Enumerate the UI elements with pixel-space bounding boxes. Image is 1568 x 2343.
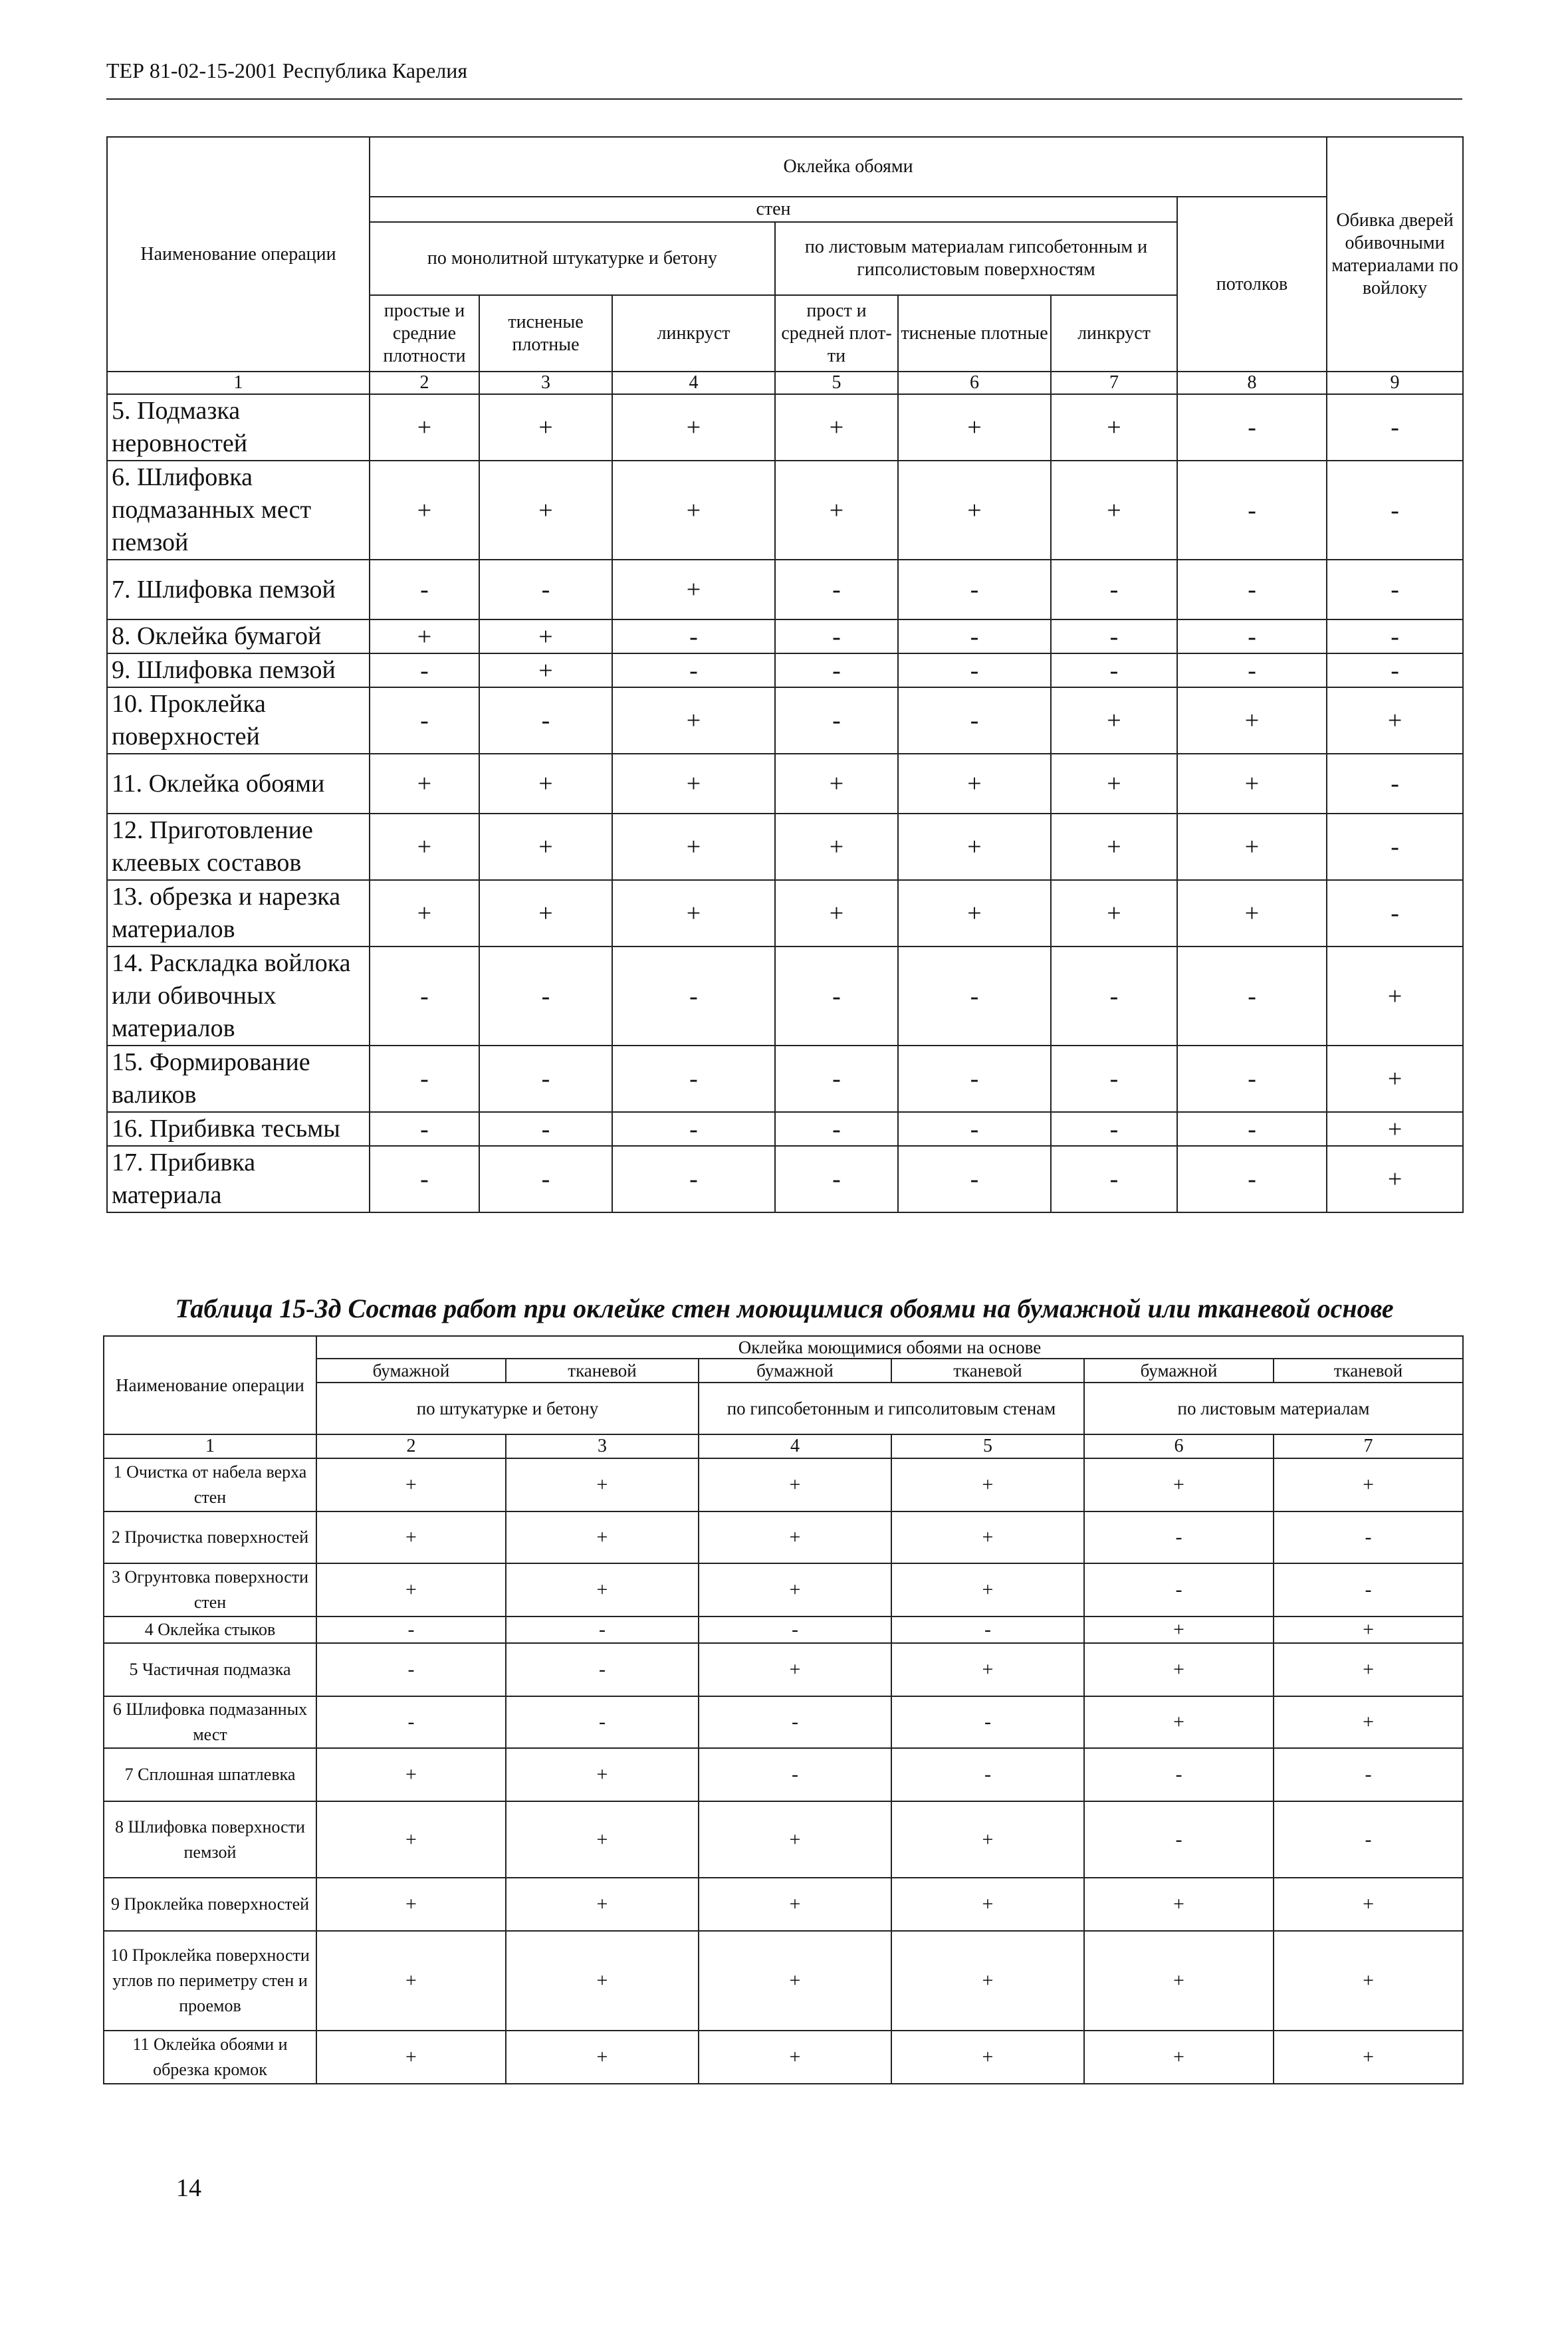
column-number: 1 [104, 1434, 316, 1458]
table-row [107, 1112, 1463, 1146]
header-embossed-2: тисненые плотные [898, 295, 1051, 372]
mark-cell: + [699, 1931, 891, 2031]
column-number: 3 [479, 372, 612, 394]
operation-name: 2 Прочистка поверхностей [104, 1511, 316, 1563]
mark-cell: - [612, 1112, 775, 1146]
mark-cell: - [1177, 653, 1327, 687]
mark-cell: + [1084, 1878, 1274, 1931]
mark-cell: - [370, 1112, 479, 1146]
mark-cell: - [898, 947, 1051, 1046]
mark-cell: - [775, 560, 898, 619]
mark-cell: + [891, 1931, 1084, 2031]
mark-cell: - [898, 1046, 1051, 1112]
mark-cell: + [891, 1458, 1084, 1511]
mark-cell: - [1274, 1511, 1463, 1563]
header-simple: простые и средние плотности [370, 295, 479, 372]
operation-name: 1 Очистка от набела верха стен [104, 1458, 316, 1511]
mark-cell: + [1084, 1617, 1274, 1643]
mark-cell: + [316, 1458, 506, 1511]
table-row [104, 1931, 1463, 2031]
mark-cell: + [898, 461, 1051, 560]
mark-cell: - [506, 1617, 699, 1643]
table-row [104, 1748, 1463, 1801]
mark-cell: - [775, 1112, 898, 1146]
mark-cell: - [1177, 1146, 1327, 1212]
mark-cell: + [1084, 1931, 1274, 2031]
header-embossed: тисненые плотные [479, 295, 612, 372]
mark-cell: + [898, 880, 1051, 947]
table-row [104, 1643, 1463, 1696]
operation-name: 6. Шлифовка подмазанных мест пемзой [107, 461, 370, 560]
mark-cell: - [479, 560, 612, 619]
mark-cell: + [775, 880, 898, 947]
mark-cell: - [898, 1112, 1051, 1146]
mark-cell: - [612, 1146, 775, 1212]
t2-header-operation: Наименование операции [104, 1336, 316, 1434]
mark-cell: + [506, 1458, 699, 1511]
mark-cell: - [1327, 653, 1463, 687]
mark-cell: - [775, 947, 898, 1046]
operation-name: 4 Оклейка стыков [104, 1617, 316, 1643]
mark-cell: - [506, 1643, 699, 1696]
mark-cell: + [612, 394, 775, 461]
column-number: 1 [107, 372, 370, 394]
t2-header-washable: Оклейка моющимися обоями на основе [316, 1336, 1463, 1359]
mark-cell: - [506, 1696, 699, 1748]
operation-name: 13. обрезка и нарезка материалов [107, 880, 370, 947]
mark-cell: + [1274, 2031, 1463, 2084]
column-number: 7 [1274, 1434, 1463, 1458]
mark-cell: + [1327, 687, 1463, 754]
mark-cell: - [370, 1146, 479, 1212]
mark-cell: - [1327, 880, 1463, 947]
mark-cell: - [898, 619, 1051, 653]
mark-cell: - [775, 1046, 898, 1112]
mark-cell: - [316, 1643, 506, 1696]
column-number: 6 [1084, 1434, 1274, 1458]
operation-name: 7. Шлифовка пемзой [107, 560, 370, 619]
mark-cell: + [612, 754, 775, 814]
mark-cell: - [1327, 619, 1463, 653]
column-number: 6 [898, 372, 1051, 394]
mark-cell: + [891, 1643, 1084, 1696]
mark-cell: - [898, 687, 1051, 754]
header-rule [106, 98, 1462, 100]
table-row [107, 880, 1463, 947]
mark-cell: + [891, 2031, 1084, 2084]
mark-cell: + [699, 1563, 891, 1617]
operation-name: 3 Огрунтовка поверхности стен [104, 1563, 316, 1617]
mark-cell: - [1274, 1801, 1463, 1878]
header-operation: Наименование операции [107, 137, 370, 372]
column-number: 2 [370, 372, 479, 394]
works-table-1 [106, 136, 1464, 1213]
mark-cell: - [1177, 394, 1327, 461]
mark-cell: + [612, 461, 775, 560]
mark-cell: - [891, 1748, 1084, 1801]
mark-cell: + [699, 1511, 891, 1563]
column-number: 5 [891, 1434, 1084, 1458]
table-row [107, 560, 1463, 619]
mark-cell: - [612, 619, 775, 653]
mark-cell: + [1327, 1112, 1463, 1146]
operation-name: 14. Раскладка войлока или обивочных материалов [107, 947, 370, 1046]
works-table-2 [103, 1335, 1464, 2084]
mark-cell: + [1051, 394, 1177, 461]
mark-cell: + [699, 1643, 891, 1696]
mark-cell: - [316, 1696, 506, 1748]
table-row [104, 1696, 1463, 1748]
table-row [107, 1046, 1463, 1112]
mark-cell: - [898, 560, 1051, 619]
mark-cell: - [1051, 947, 1177, 1046]
operation-name: 10 Проклейка поверхности углов по периметру стен и проемов [104, 1931, 316, 2031]
mark-cell: + [370, 394, 479, 461]
mark-cell: + [1327, 1046, 1463, 1112]
column-number: 4 [612, 372, 775, 394]
mark-cell: - [1327, 394, 1463, 461]
mark-cell: - [1177, 1046, 1327, 1112]
mark-cell: + [1274, 1931, 1463, 2031]
header-monolithic: по монолитной штукатурке и бетону [370, 222, 775, 295]
mark-cell: + [612, 560, 775, 619]
mark-cell: + [1274, 1458, 1463, 1511]
mark-cell: + [316, 1801, 506, 1878]
mark-cell: + [370, 619, 479, 653]
mark-cell: + [898, 394, 1051, 461]
mark-cell: - [479, 947, 612, 1046]
mark-cell: - [898, 1146, 1051, 1212]
mark-cell: + [506, 1878, 699, 1931]
mark-cell: - [370, 560, 479, 619]
mark-cell: + [612, 687, 775, 754]
header-walls: стен [370, 197, 1177, 222]
operation-name: 7 Сплошная шпатлевка [104, 1748, 316, 1801]
t2-header-fabric-1: тканевой [506, 1359, 699, 1383]
mark-cell: + [316, 2031, 506, 2084]
table-row [104, 1563, 1463, 1617]
mark-cell: - [1084, 1563, 1274, 1617]
column-number: 8 [1177, 372, 1327, 394]
t2-header-paper-3: бумажной [1084, 1359, 1274, 1383]
table-row [104, 1617, 1463, 1643]
header-ceilings: потолков [1177, 197, 1327, 372]
mark-cell: + [1177, 687, 1327, 754]
mark-cell: + [506, 2031, 699, 2084]
table-row [107, 394, 1463, 461]
operation-name: 8. Оклейка бумагой [107, 619, 370, 653]
mark-cell: + [699, 1458, 891, 1511]
mark-cell: - [1177, 947, 1327, 1046]
t2-header-paper-2: бумажной [699, 1359, 891, 1383]
mark-cell: - [370, 687, 479, 754]
mark-cell: + [316, 1878, 506, 1931]
t2-header-plaster: по штукатурке и бетону [316, 1383, 699, 1434]
mark-cell: - [699, 1748, 891, 1801]
mark-cell: + [370, 754, 479, 814]
mark-cell: + [316, 1931, 506, 2031]
mark-cell: + [891, 1878, 1084, 1931]
operation-name: 6 Шлифовка подмазанных мест [104, 1696, 316, 1748]
header-lincrusta: линкруст [612, 295, 775, 372]
mark-cell: - [699, 1696, 891, 1748]
mark-cell: + [699, 1878, 891, 1931]
mark-cell: + [1084, 2031, 1274, 2084]
mark-cell: + [316, 1748, 506, 1801]
table-row [107, 947, 1463, 1046]
mark-cell: + [1274, 1878, 1463, 1931]
mark-cell: + [316, 1511, 506, 1563]
mark-cell: - [1051, 653, 1177, 687]
mark-cell: + [370, 461, 479, 560]
column-number: 7 [1051, 372, 1177, 394]
mark-cell: + [775, 461, 898, 560]
mark-cell: - [1327, 461, 1463, 560]
operation-name: 8 Шлифовка поверхности пемзой [104, 1801, 316, 1878]
mark-cell: + [1327, 947, 1463, 1046]
mark-cell: + [370, 814, 479, 880]
mark-cell: + [1274, 1696, 1463, 1748]
mark-cell: - [612, 653, 775, 687]
mark-cell: + [898, 814, 1051, 880]
mark-cell: + [1327, 1146, 1463, 1212]
mark-cell: - [1084, 1801, 1274, 1878]
mark-cell: + [1177, 754, 1327, 814]
mark-cell: - [1177, 560, 1327, 619]
mark-cell: + [775, 754, 898, 814]
t2-header-fabric-2: тканевой [891, 1359, 1084, 1383]
operation-name: 16. Прибивка тесьмы [107, 1112, 370, 1146]
mark-cell: - [1051, 619, 1177, 653]
mark-cell: + [775, 394, 898, 461]
mark-cell: + [699, 1801, 891, 1878]
page-number: 14 [176, 2174, 201, 2202]
mark-cell: - [775, 687, 898, 754]
header-lincrusta-2: линкруст [1051, 295, 1177, 372]
mark-cell: - [612, 1046, 775, 1112]
mark-cell: + [1177, 814, 1327, 880]
mark-cell: - [479, 1046, 612, 1112]
mark-cell: - [1177, 461, 1327, 560]
column-number: 2 [316, 1434, 506, 1458]
header-doors: Обивка дверей обивочными материалами по войлоку [1327, 137, 1463, 372]
mark-cell: + [612, 814, 775, 880]
mark-cell: + [612, 880, 775, 947]
mark-cell: - [1051, 560, 1177, 619]
mark-cell: + [1177, 880, 1327, 947]
operation-name: 17. Прибивка материала [107, 1146, 370, 1212]
table-row [107, 1146, 1463, 1212]
mark-cell: + [1051, 814, 1177, 880]
table-row [104, 1458, 1463, 1511]
header-sheet-materials: по листовым материалам гипсобетонным и гипсолистовым поверхностям [775, 222, 1177, 295]
operation-name: 12. Приготовление клеевых составов [107, 814, 370, 880]
table-row [104, 1801, 1463, 1878]
table-row [107, 461, 1463, 560]
mark-cell: - [1084, 1511, 1274, 1563]
mark-cell: - [775, 1146, 898, 1212]
mark-cell: + [1084, 1643, 1274, 1696]
mark-cell: + [479, 461, 612, 560]
mark-cell: - [1274, 1563, 1463, 1617]
mark-cell: + [506, 1931, 699, 2031]
mark-cell: - [479, 1146, 612, 1212]
mark-cell: + [479, 754, 612, 814]
t2-header-gypsum: по гипсобетонным и гипсолитовым стенам [699, 1383, 1084, 1434]
mark-cell: + [370, 880, 479, 947]
table-2-title: Таблица 15-3д Состав работ при оклейке стен моющимися обоями на бумажной или тканевой основе [175, 1293, 1394, 1323]
operation-name: 9 Проклейка поверхностей [104, 1878, 316, 1931]
mark-cell: + [506, 1563, 699, 1617]
mark-cell: + [1051, 461, 1177, 560]
mark-cell: + [898, 754, 1051, 814]
mark-cell: + [506, 1748, 699, 1801]
mark-cell: + [479, 394, 612, 461]
mark-cell: - [370, 947, 479, 1046]
header-simple-2: прост и средней плот-ти [775, 295, 898, 372]
running-header: ТЕР 81-02-15-2001 Республика Карелия [106, 58, 468, 82]
mark-cell: + [479, 880, 612, 947]
mark-cell: + [506, 1511, 699, 1563]
table-row [107, 754, 1463, 814]
mark-cell: - [699, 1617, 891, 1643]
operation-name: 10. Проклейка поверхностей [107, 687, 370, 754]
mark-cell: - [891, 1617, 1084, 1643]
mark-cell: + [891, 1801, 1084, 1878]
header-wallpaper: Оклейка обоями [370, 137, 1327, 197]
mark-cell: - [1177, 1112, 1327, 1146]
mark-cell: - [775, 653, 898, 687]
mark-cell: + [316, 1563, 506, 1617]
t2-header-paper-1: бумажной [316, 1359, 506, 1383]
column-number: 4 [699, 1434, 891, 1458]
mark-cell: - [370, 1046, 479, 1112]
table-row [104, 1511, 1463, 1563]
table-row [107, 814, 1463, 880]
mark-cell: + [1274, 1643, 1463, 1696]
mark-cell: + [506, 1801, 699, 1878]
operation-name: 11 Оклейка обоями и обрезка кромок [104, 2031, 316, 2084]
mark-cell: - [1051, 1046, 1177, 1112]
mark-cell: - [1327, 754, 1463, 814]
mark-cell: + [1051, 687, 1177, 754]
mark-cell: + [479, 653, 612, 687]
mark-cell: + [479, 814, 612, 880]
mark-cell: - [775, 619, 898, 653]
t2-column-number-row [104, 1434, 1463, 1458]
table-row [107, 687, 1463, 754]
mark-cell: + [1084, 1458, 1274, 1511]
mark-cell: - [1327, 560, 1463, 619]
table-row [104, 1878, 1463, 1931]
column-number: 3 [506, 1434, 699, 1458]
mark-cell: - [612, 947, 775, 1046]
mark-cell: - [316, 1617, 506, 1643]
mark-cell: - [1084, 1748, 1274, 1801]
mark-cell: - [1327, 814, 1463, 880]
mark-cell: - [479, 687, 612, 754]
mark-cell: + [1084, 1696, 1274, 1748]
mark-cell: - [479, 1112, 612, 1146]
mark-cell: + [1051, 754, 1177, 814]
column-number: 9 [1327, 372, 1463, 394]
table-row [107, 619, 1463, 653]
column-number: 5 [775, 372, 898, 394]
mark-cell: + [891, 1511, 1084, 1563]
operation-name: 9. Шлифовка пемзой [107, 653, 370, 687]
mark-cell: - [1051, 1146, 1177, 1212]
operation-name: 5 Частичная подмазка [104, 1643, 316, 1696]
mark-cell: + [699, 2031, 891, 2084]
mark-cell: - [1274, 1748, 1463, 1801]
table-row [104, 2031, 1463, 2084]
mark-cell: - [1177, 619, 1327, 653]
t2-header-sheet: по листовым материалам [1084, 1383, 1463, 1434]
mark-cell: - [898, 653, 1051, 687]
mark-cell: - [1051, 1112, 1177, 1146]
column-number-row [107, 372, 1463, 394]
operation-name: 5. Подмазка неровностей [107, 394, 370, 461]
mark-cell: + [479, 619, 612, 653]
operation-name: 15. Формирование валиков [107, 1046, 370, 1112]
mark-cell: - [370, 653, 479, 687]
mark-cell: + [1274, 1617, 1463, 1643]
mark-cell: + [891, 1563, 1084, 1617]
mark-cell: + [775, 814, 898, 880]
mark-cell: - [891, 1696, 1084, 1748]
mark-cell: + [1051, 880, 1177, 947]
table-row [107, 653, 1463, 687]
t2-header-fabric-3: тканевой [1274, 1359, 1463, 1383]
operation-name: 11. Оклейка обоями [107, 754, 370, 814]
